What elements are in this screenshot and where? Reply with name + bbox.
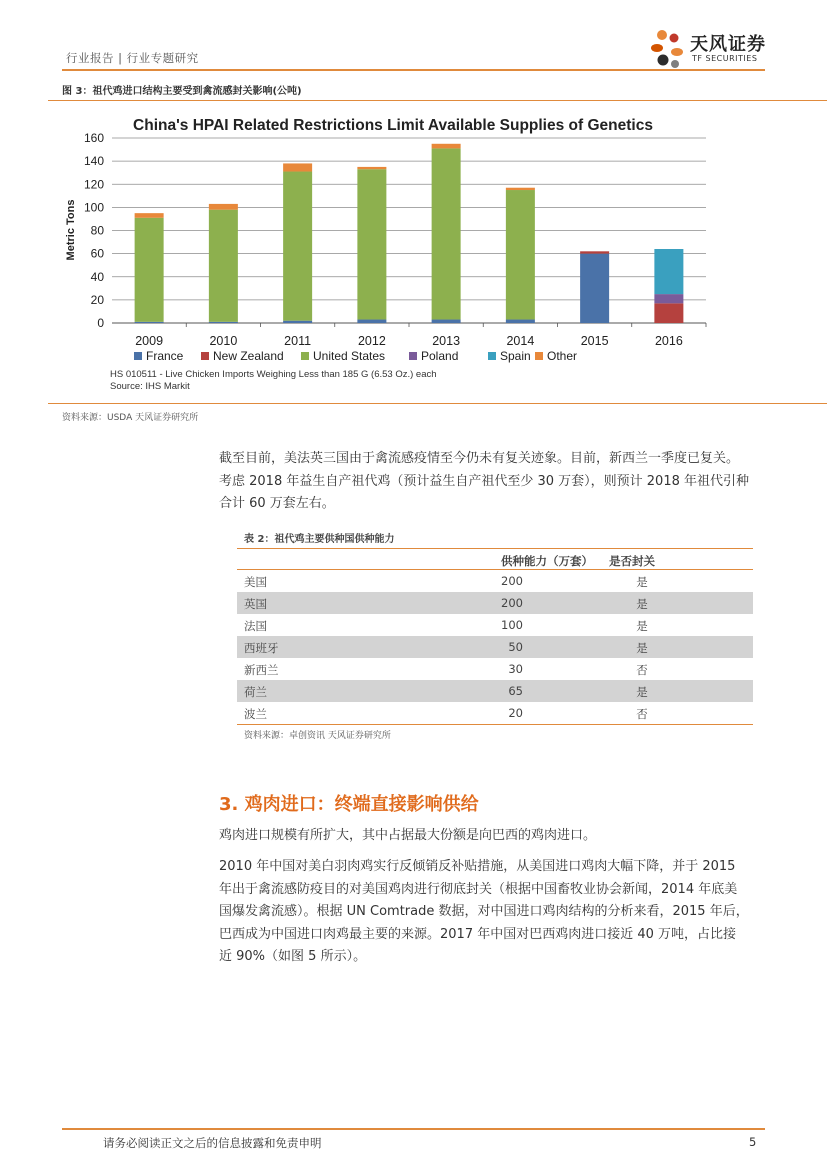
stacked-bar-chart xyxy=(56,108,726,398)
bar-segment-other xyxy=(506,188,535,190)
x-tick-label: 2011 xyxy=(284,334,312,348)
bar-segment-france xyxy=(357,320,386,323)
bar-segment-other xyxy=(432,144,461,149)
table-cell-closed: 是 xyxy=(636,641,648,655)
paragraph-line: 2010 年中国对美白羽肉鸡实行反倾销反补贴措施，从美国进口鸡肉大幅下降，并于 2015 xyxy=(219,859,736,874)
y-tick-label: 40 xyxy=(90,269,104,284)
table-cell-capacity: 200 xyxy=(501,596,523,610)
table-cell-country: 美国 xyxy=(244,575,267,589)
logo-text-en: TF SECURITIES xyxy=(692,54,758,63)
x-tick-label: 2010 xyxy=(209,334,238,348)
chart-note-source: Source: IHS Markit xyxy=(110,381,190,392)
bar-segment-france xyxy=(283,321,312,323)
legend-label: Other xyxy=(547,349,578,363)
supply-capacity-table xyxy=(237,548,753,725)
y-tick-label: 120 xyxy=(83,177,104,192)
table-cell-capacity: 200 xyxy=(501,574,523,588)
bar-segment-spain xyxy=(654,249,683,294)
paragraph-line: 巴西成为中国进口肉鸡最主要的来源。2017 年中国对巴西鸡肉进口接近 40 万吨，占比接 xyxy=(219,926,737,942)
bar-segment-poland xyxy=(654,294,683,303)
table-cell-capacity: 30 xyxy=(508,662,523,676)
page-number: 5 xyxy=(749,1135,757,1149)
bar-segment-france xyxy=(506,320,535,323)
company-logo xyxy=(648,26,778,72)
legend-swatch xyxy=(201,352,209,360)
paragraph-line: 国爆发禽流感）。根据 UN Comtrade 数据，对中国进口鸡肉结构的分析来看，2015 年后， xyxy=(219,904,749,919)
bar-segment-new-zealand xyxy=(580,251,609,253)
table-cell-country: 新西兰 xyxy=(244,663,279,677)
figure-caption: 图 3：祖代鸡进口结构主要受到禽流感封关影响(公吨) xyxy=(62,86,302,97)
y-tick-label: 100 xyxy=(83,200,104,215)
bar-segment-other xyxy=(283,163,312,171)
y-tick-label: 80 xyxy=(90,223,104,238)
table-row xyxy=(237,680,753,702)
legend-label: New Zealand xyxy=(213,349,284,363)
table-row xyxy=(237,658,753,680)
table-cell-capacity: 65 xyxy=(508,684,523,698)
x-tick-label: 2012 xyxy=(357,334,386,348)
report-category: 行业报告 | 行业专题研究 xyxy=(66,51,199,65)
legend-swatch xyxy=(535,352,543,360)
paragraph-line: 考虑 2018 年益生自产祖代鸡（预计益生自产祖代至少 30 万套），则预计 2018 年祖代引种 xyxy=(219,473,750,489)
table-bottom-rule xyxy=(237,724,753,725)
x-tick-label: 2015 xyxy=(580,334,609,348)
table-header-row xyxy=(237,548,753,570)
bar-segment-united-states xyxy=(283,172,312,321)
table-header-cell: 供种能力（万套） xyxy=(501,554,593,568)
table-cell-closed: 是 xyxy=(636,619,648,633)
table-cell-capacity: 100 xyxy=(501,618,523,632)
bar-segment-united-states xyxy=(432,148,461,319)
bar-segment-france xyxy=(209,322,238,323)
table-row xyxy=(237,570,753,592)
bar-segment-other xyxy=(135,213,164,218)
table-cell-country: 荷兰 xyxy=(244,685,267,699)
table-cell-closed: 是 xyxy=(636,685,648,699)
legend-swatch xyxy=(409,352,417,360)
y-tick-label: 140 xyxy=(83,154,104,169)
bar-segment-united-states xyxy=(209,210,238,322)
legend-swatch xyxy=(134,352,142,360)
table-row xyxy=(237,614,753,636)
y-axis-label: Metric Tons xyxy=(65,199,77,261)
chart-title: China's HPAI Related Restrictions Limit Available Supplies of Genetics xyxy=(133,117,653,134)
y-tick-label: 0 xyxy=(97,316,104,330)
table-row xyxy=(237,702,753,724)
y-tick-label: 160 xyxy=(83,131,104,145)
table-cell-country: 英国 xyxy=(244,597,267,611)
header-divider xyxy=(62,69,765,71)
bar-segment-france xyxy=(580,254,609,323)
bar-segment-united-states xyxy=(135,218,164,322)
figure-bottom-rule xyxy=(48,403,827,404)
y-tick-label: 20 xyxy=(90,292,104,307)
bar-segment-new-zealand xyxy=(654,303,683,323)
table-cell-capacity: 50 xyxy=(508,640,523,654)
section-heading: 3. 鸡肉进口：终端直接影响供给 xyxy=(219,794,479,815)
table-row xyxy=(237,636,753,658)
paragraph-line: 年出于禽流感防疫目的对美国鸡肉进行彻底封关（根据中国畜牧业协会新闻，2014 年底美 xyxy=(219,881,738,897)
section-body-paragraph xyxy=(219,856,764,969)
section-intro-paragraph: 鸡肉进口规模有所扩大，其中占据最大份额是向巴西的鸡肉进口。 xyxy=(219,828,597,843)
bar-segment-united-states xyxy=(357,169,386,319)
x-tick-label: 2016 xyxy=(654,334,683,348)
table-cell-closed: 否 xyxy=(636,663,648,677)
table-cell-country: 法国 xyxy=(244,619,267,633)
footer-disclaimer: 请务必阅读正文之后的信息披露和免责申明 xyxy=(103,1136,322,1150)
bar-segment-other xyxy=(357,167,386,169)
table-cell-capacity: 20 xyxy=(508,706,523,720)
y-tick-label: 60 xyxy=(90,246,104,261)
table-cell-closed: 是 xyxy=(636,597,648,611)
table-title: 表 2：祖代鸡主要供种国供种能力 xyxy=(244,534,395,545)
table-cell-country: 波兰 xyxy=(244,707,267,721)
bar-segment-other xyxy=(209,204,238,210)
paragraph-import-outlook xyxy=(219,448,764,516)
x-tick-label: 2014 xyxy=(506,334,535,348)
logo-text-cn: 天风证券 xyxy=(690,34,766,55)
figure-top-rule xyxy=(48,100,827,101)
x-tick-label: 2009 xyxy=(135,334,164,348)
footer-divider xyxy=(62,1128,765,1130)
x-tick-label: 2013 xyxy=(432,334,461,348)
logo-mark-icon xyxy=(648,26,688,72)
paragraph-line: 截至目前，美法英三国由于禽流感疫情至今仍未有复关迹象。目前，新西兰一季度已复关。 xyxy=(219,451,740,466)
bar-segment-united-states xyxy=(506,190,535,320)
bar-segment-france xyxy=(135,322,164,323)
table-cell-country: 西班牙 xyxy=(244,641,279,655)
legend-label: United States xyxy=(313,349,386,363)
legend-label: France xyxy=(146,349,184,363)
legend-label: Spain xyxy=(500,349,531,363)
table-cell-closed: 否 xyxy=(636,707,648,721)
legend-swatch xyxy=(488,352,496,360)
table-source: 资料来源：卓创资讯 天风证券研究所 xyxy=(244,731,391,741)
chart-note-hs: HS 010511 - Live Chicken Imports Weighing Less than 185 G (6.53 Oz.) each xyxy=(110,369,437,380)
paragraph-line: 近 90%（如图 5 所示）。 xyxy=(219,949,367,964)
bar-segment-france xyxy=(432,320,461,323)
legend-label: Poland xyxy=(421,349,459,363)
figure-source: 资料来源：USDA 天风证券研究所 xyxy=(62,413,199,423)
table-cell-closed: 是 xyxy=(636,575,648,589)
legend-swatch xyxy=(301,352,309,360)
table-header-cell: 是否封关 xyxy=(609,554,655,568)
table-row xyxy=(237,592,753,614)
paragraph-line: 合计 60 万套左右。 xyxy=(219,496,335,511)
